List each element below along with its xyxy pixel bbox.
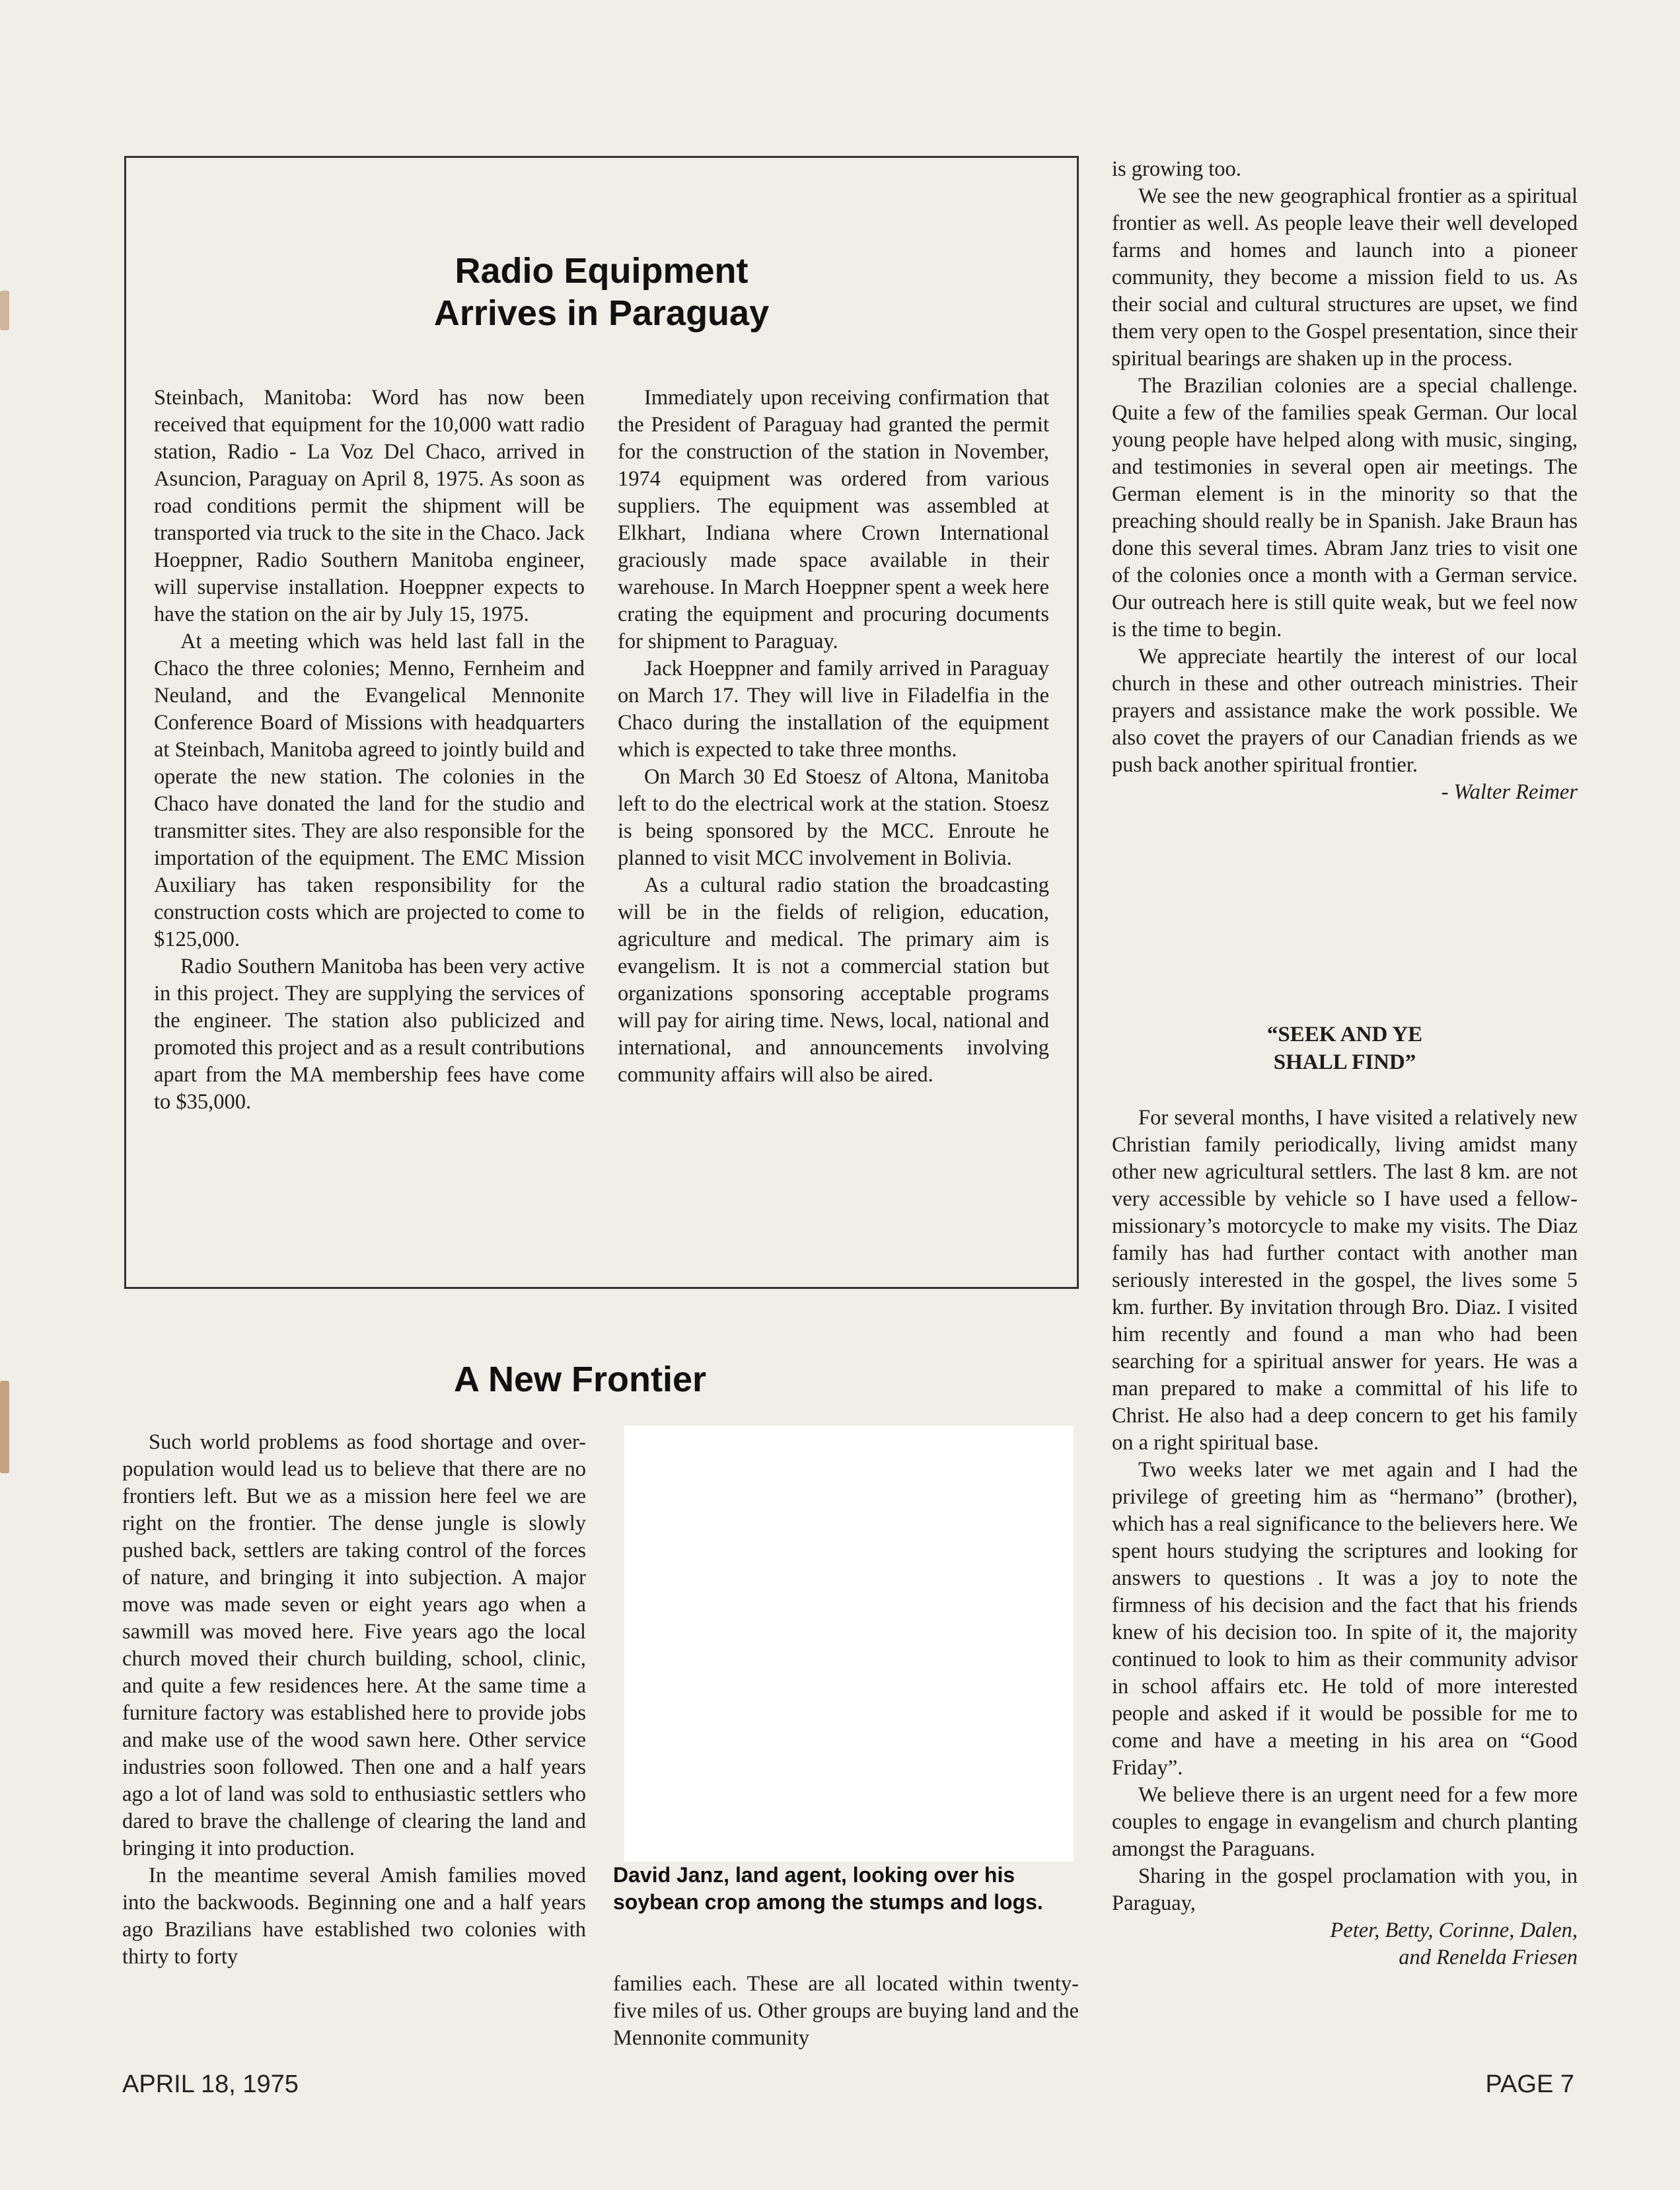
seek-title-line-2: SHALL FIND” — [1273, 1050, 1416, 1074]
paragraph: We see the new geographical frontier as a spiritual frontier as well. As people leave their well developed farms and homes and launch into a pioneer community, they become a mission field to us. As their social and cultural structures are upset, we find them very open to the Gospel presentation, since their spiritual bearings are shaken up in the process. — [1112, 184, 1578, 371]
frontier-article-column-1 — [122, 1429, 586, 1971]
paragraph: families each. These are all located within twenty-five miles of us. Other groups are buying land and the Mennonite community — [613, 1972, 1079, 2050]
paragraph: We appreciate heartily the interest of our local church in these and other outreach ministries. Their prayers and assistance make the work possible. We also covet the prayers of our Canadian friends as we push back another spiritual frontier. — [1112, 645, 1578, 777]
paragraph: Two weeks later we met again and I had the privilege of greeting him as “hermano” (brother), which has a real significance to the believers here. We spent hours studying the scriptures and looking for answers to questions . It was a joy to note the firmness of his decision and the fact that his friends knew of his decision too. In spite of it, the majority continued to look to him as their community advisor in school affairs etc. He told of more interested people and asked if it would be possible for me to come and have a meeting in his area on “Good Friday”. — [1112, 1458, 1578, 1780]
frontier-article-column-3 — [1112, 156, 1578, 806]
radio-title-line-2: Arrives in Paraguay — [433, 293, 770, 333]
seek-article-title — [1112, 1021, 1578, 1076]
paragraph: The Brazilian colonies are a special challenge. Quite a few of the families speak German. Our local young people have helped along with music, singing, and testimonies in several open air meetings. The German element is in the minority so that the preaching should really be in Spanish. Jake Braun has done this several times. Abram Janz tries to visit one of the colonies once a month with a German service. Our outreach here is still quite weak, but we feel now is the time to begin. — [1112, 374, 1578, 641]
photo-placeholder — [624, 1426, 1074, 1862]
frontier-article-column-2-continued — [613, 1971, 1079, 2052]
paragraph: On March 30 Ed Stoesz of Altona, Manitoba left to do the electrical work at the station. Stoesz is being sponsored by the MCC. Enroute he planned to visit MCC involvement in Bolivia. — [618, 765, 1049, 870]
footer-date: APRIL 18, 1975 — [122, 2070, 299, 2098]
seek-article-body — [1112, 1105, 1578, 1971]
paragraph: As a cultural radio station the broadcasting will be in the fields of religion, education, agriculture and medical. The primary aim is evangelism. It is not a commercial station but organizations sponsoring acceptable programs will pay for airing time. News, local, national and international, and announcements involving community affairs will also be aired. — [618, 873, 1049, 1087]
radio-article-title — [124, 250, 1079, 334]
paragraph: For several months, I have visited a relatively new Christian family periodically, living amidst many other new agricultural settlers. The last 8 km. are not very accessible by vehicle so I have used a fellow-missionary’s motorcycle to make my visits. The Diaz family has had further contact with another man seriously interested in the gospel, the lives some 5 km. further. By invitation through Bro. Diaz. I visited him recently and found a man who had been searching for a spiritual answer for years. He was a man prepared to make a committal of his life to Christ. He also had a deep concern to get his family on a right spiritual base. — [1112, 1106, 1578, 1455]
paragraph: Jack Hoeppner and family arrived in Paraguay on March 17. They will live in Filadelfia in the Chaco during the installation of the equipment which is expected to take three months. — [618, 657, 1049, 762]
paragraph: Immediately upon receiving confirmation that the President of Paraguay had granted the permit for the construction of the station in November, 1974 equipment was ordered from various suppliers. The equipment was assembled at Elkhart, Indiana where Crown International graciously made space available in their warehouse. In March Hoeppner spent a week here crating the equipment and procuring documents for shipment to Paraguay. — [618, 386, 1049, 653]
author-signature: - Walter Reimer — [1441, 780, 1578, 804]
paragraph: Sharing in the gospel proclamation with you, in Paraguay, — [1112, 1864, 1578, 1915]
paragraph: Such world problems as food shortage and over-population would lead us to believe that there are no frontiers left. But we as a mission here feel we are right on the frontier. The dense jungle is slowly pushed back, settlers are taking control of the forces of nature, and bringing it into subjection. A major move was made seven or eight years ago when a sawmill was moved here. Five years ago the local church moved their church building, school, clinic, and quite a few residences here. At the same time a furniture factory was established here to provide jobs and make use of the wood sawn here. Other service industries soon followed. Then one and a half years ago a lot of land was sold to enthusiastic settlers who dared to brave the challenge of clearing the land and bringing it into production. — [122, 1430, 586, 1860]
radio-article-column-1 — [154, 384, 585, 1116]
photo-caption: David Janz, land agent, looking over his soybean crop among the stumps and logs. — [613, 1863, 1043, 1914]
paragraph: In the meantime several Amish families moved into the backwoods. Beginning one and a half years ago Brazilians have established two colonies with thirty to forty — [122, 1864, 586, 1969]
paragraph: We believe there is an urgent need for a few more couples to engage in evangelism and church planting amongst the Paraguans. — [1112, 1783, 1578, 1861]
paragraph: At a meeting which was held last fall in the Chaco the three colonies; Menno, Fernheim and Neuland, and the Evangelical Mennonite Conference Board of Missions with headquarters at Steinbach, Manitoba agreed to jointly build and operate the new station. The colonies in the Chaco have donated the land for the studio and transmitter sites. They are also responsible for the importation of the equipment. The EMC Mission Auxiliary has taken responsibility for the construction costs which are projected to come to $125,000. — [154, 630, 585, 951]
author-signature-line-2: and Renelda Friesen — [1399, 1946, 1578, 1969]
radio-title-line-1: Radio Equipment — [455, 251, 749, 291]
author-signature-line-1: Peter, Betty, Corinne, Dalen, — [1330, 1918, 1578, 1942]
paper-scuff-mark — [0, 1381, 9, 1473]
paragraph: Radio Southern Manitoba has been very active in this project. They are supplying the services of the engineer. The station also publicized and promoted this project and as a result contributions apart from the MA membership fees have come to $35,000. — [154, 955, 585, 1114]
seek-title-line-1: “SEEK AND YE — [1266, 1023, 1423, 1046]
paper-scuff-mark — [0, 291, 9, 330]
footer-page-number: PAGE 7 — [1485, 2070, 1574, 2098]
radio-article-column-2 — [618, 384, 1049, 1089]
paragraph: is growing too. — [1112, 157, 1241, 181]
paragraph: Steinbach, Manitoba: Word has now been received that equipment for the 10,000 watt radio station, Radio - La Voz Del Chaco, arrived in Asuncion, Paraguay on April 8, 1975. As soon as road conditions permit the shipment will be transported via truck to the site in the Chaco. Jack Hoeppner, Radio Southern Manitoba engineer, will supervise installation. Hoeppner expects to have the station on the air by July 15, 1975. — [154, 386, 585, 626]
frontier-article-title: A New Frontier — [453, 1360, 707, 1399]
